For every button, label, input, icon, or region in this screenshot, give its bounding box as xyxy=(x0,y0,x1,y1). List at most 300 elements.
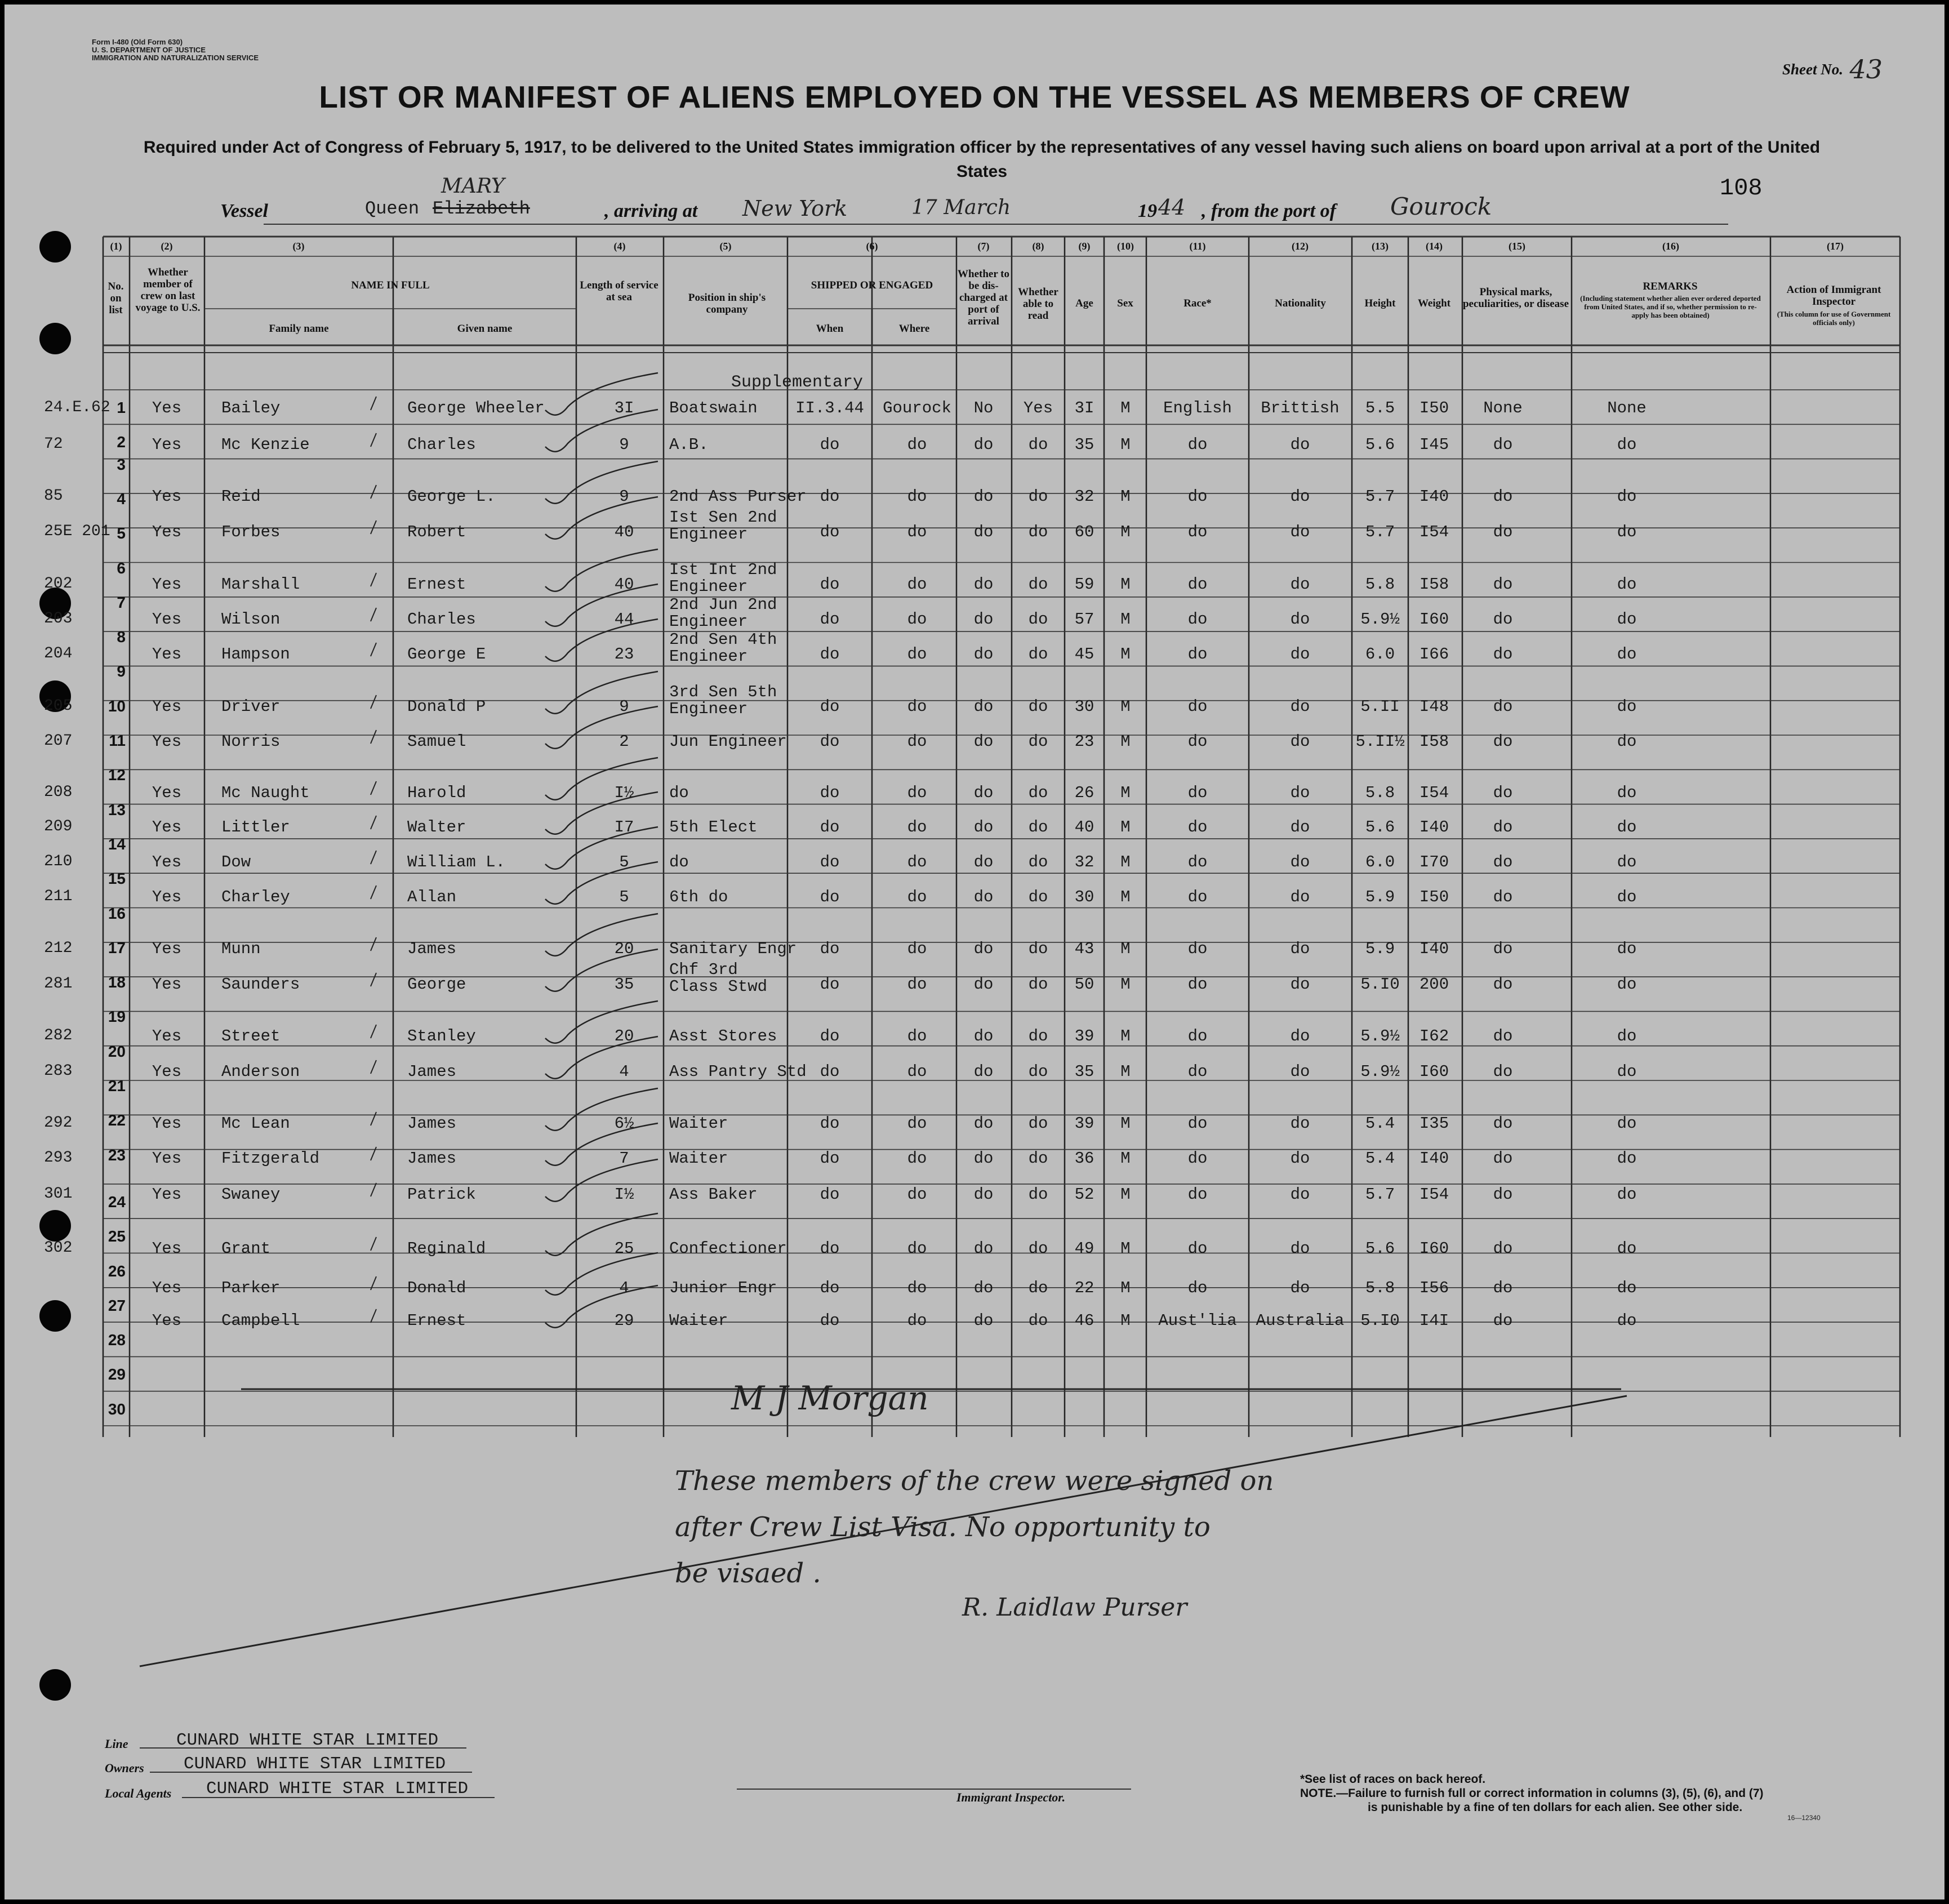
remarks: do xyxy=(1617,575,1637,594)
check-mark xyxy=(371,730,376,744)
race: do xyxy=(1187,1114,1208,1133)
shipped-where: do xyxy=(907,784,927,802)
remarks: do xyxy=(1617,645,1637,664)
column-number: (10) xyxy=(1117,241,1134,252)
family-name: Fitzgerald xyxy=(221,1149,320,1168)
ship-position: Waiter xyxy=(669,1311,728,1330)
nationality: do xyxy=(1290,975,1310,994)
member-last-voyage: Yes xyxy=(152,1239,182,1258)
sex: M xyxy=(1120,1311,1131,1330)
weight: I60 xyxy=(1419,1062,1449,1081)
given-name: James xyxy=(407,940,457,958)
ship-position: Ass Pantry Std xyxy=(669,1062,807,1081)
shipped-when: II.3.44 xyxy=(795,399,864,417)
column-number: (12) xyxy=(1292,241,1309,252)
sex: M xyxy=(1120,732,1131,751)
given-name: George E xyxy=(407,645,486,664)
family-name: Charley xyxy=(221,888,290,906)
age: 23 xyxy=(1074,732,1094,751)
age: 45 xyxy=(1074,645,1094,664)
given-name: Charles xyxy=(407,610,476,629)
row-reference: 207 xyxy=(44,732,73,750)
member-last-voyage: Yes xyxy=(152,1114,182,1133)
member-last-voyage: Yes xyxy=(152,888,182,906)
height: 5.9 xyxy=(1365,940,1395,958)
given-name: Charles xyxy=(407,435,476,454)
ship-position: Ist Sen 2nd xyxy=(669,508,777,527)
service-length: 3I xyxy=(614,399,634,417)
nationality: do xyxy=(1290,732,1310,751)
nationality: Brittish xyxy=(1261,399,1340,417)
member-last-voyage: Yes xyxy=(152,1279,182,1297)
shipped-when: do xyxy=(820,1027,840,1046)
sheet-number: 43 xyxy=(1849,54,1883,84)
ship-position: Engineer xyxy=(669,647,748,666)
discharged: do xyxy=(973,610,994,629)
able-to-read: do xyxy=(1028,487,1048,506)
footnote xyxy=(1300,1772,1764,1814)
nationality: do xyxy=(1290,1114,1310,1133)
able-to-read: do xyxy=(1028,732,1048,751)
shipped-where: do xyxy=(907,1114,927,1133)
service-length: 4 xyxy=(619,1062,629,1081)
race: do xyxy=(1187,575,1208,594)
service-length: 35 xyxy=(614,975,634,994)
able-to-read: do xyxy=(1028,1311,1048,1330)
age: 26 xyxy=(1074,784,1094,802)
discharged: do xyxy=(973,784,994,802)
race: do xyxy=(1187,853,1208,871)
ship-position: Asst Stores xyxy=(669,1027,777,1046)
check-mark xyxy=(371,1060,376,1074)
given-name: Allan xyxy=(407,888,457,906)
arrival-year: 44 xyxy=(1158,195,1186,220)
family-name: Norris xyxy=(221,732,281,751)
column-number: (9) xyxy=(1078,241,1091,252)
line-label: Line xyxy=(105,1737,128,1751)
handwritten-note xyxy=(675,1458,1274,1596)
given-name: James xyxy=(407,1149,457,1168)
discharged: do xyxy=(973,1185,994,1204)
row-number: 30 xyxy=(108,1400,126,1418)
member-last-voyage: Yes xyxy=(152,818,182,837)
sex: M xyxy=(1120,575,1131,594)
able-to-read: do xyxy=(1028,645,1048,664)
age: 50 xyxy=(1074,975,1094,994)
weight: I70 xyxy=(1419,853,1449,871)
ship-position: Chf 3rd xyxy=(669,960,738,979)
family-name: Anderson xyxy=(221,1062,300,1081)
weight: I62 xyxy=(1419,1027,1449,1046)
given-name: Robert xyxy=(407,523,466,541)
given-name: Donald xyxy=(407,1279,466,1297)
header-race: Race* xyxy=(1183,297,1212,309)
height: 5.4 xyxy=(1365,1149,1395,1168)
member-last-voyage: Yes xyxy=(152,435,182,454)
header-member: Whether member of crew on last voyage to U.S. xyxy=(135,266,201,314)
ship-position: Ist Int 2nd xyxy=(669,560,777,579)
check-mark xyxy=(371,608,376,621)
discharged: do xyxy=(973,732,994,751)
ship-position: 2nd Sen 4th xyxy=(669,630,777,649)
agents-label: Local Agents xyxy=(105,1786,172,1800)
remarks: do xyxy=(1617,975,1637,994)
family-name: Saunders xyxy=(221,975,300,994)
member-last-voyage: Yes xyxy=(152,784,182,802)
sex: M xyxy=(1120,1027,1131,1046)
shipped-when: do xyxy=(820,853,840,871)
member-last-voyage: Yes xyxy=(152,575,182,594)
note-line: These members of the crew were signed on xyxy=(675,1465,1274,1497)
race: do xyxy=(1187,940,1208,958)
remarks: do xyxy=(1617,1027,1637,1046)
weight: I56 xyxy=(1419,1279,1449,1297)
sex: M xyxy=(1120,940,1131,958)
physical-marks: do xyxy=(1493,435,1513,454)
ship-position: Boatswain xyxy=(669,399,758,417)
arrival-date: 17 March xyxy=(911,196,1011,219)
column-number: (17) xyxy=(1827,241,1844,252)
service-length: 20 xyxy=(614,1027,634,1046)
shipped-where: do xyxy=(907,1185,927,1204)
column-number: (4) xyxy=(613,241,626,252)
row-number: 1 xyxy=(117,399,126,416)
row-number: 6 xyxy=(117,559,126,577)
sex: M xyxy=(1120,523,1131,541)
service-length: 5 xyxy=(619,853,629,871)
service-length: 20 xyxy=(614,940,634,958)
row-reference: 283 xyxy=(44,1062,73,1080)
remarks: do xyxy=(1617,888,1637,906)
nationality: do xyxy=(1290,853,1310,871)
remarks: do xyxy=(1617,697,1637,716)
row-number: 4 xyxy=(117,490,126,508)
signature-purser: R. Laidlaw Purser xyxy=(962,1593,1187,1622)
race: do xyxy=(1187,732,1208,751)
inspector-label: Immigrant Inspector. xyxy=(956,1790,1066,1804)
physical-marks: None xyxy=(1483,399,1523,417)
member-last-voyage: Yes xyxy=(152,487,182,506)
ship-position: Junior Engr xyxy=(669,1279,777,1297)
shipped-when: do xyxy=(820,1279,840,1297)
row-number: 20 xyxy=(108,1042,126,1060)
ship-position: Engineer xyxy=(669,700,748,718)
sex: M xyxy=(1120,487,1131,506)
physical-marks: do xyxy=(1493,1062,1513,1081)
service-length: 9 xyxy=(619,435,629,454)
sex: M xyxy=(1120,784,1131,802)
row-number: 21 xyxy=(108,1077,126,1095)
weight: I54 xyxy=(1419,784,1449,802)
able-to-read: do xyxy=(1028,784,1048,802)
shipped-when: do xyxy=(820,435,840,454)
weight: I4I xyxy=(1419,1311,1449,1330)
physical-marks: do xyxy=(1493,523,1513,541)
race: do xyxy=(1187,1062,1208,1081)
nationality: do xyxy=(1290,888,1310,906)
age: 59 xyxy=(1074,575,1094,594)
shipped-where: do xyxy=(907,1149,927,1168)
member-last-voyage: Yes xyxy=(152,523,182,541)
discharged: do xyxy=(973,975,994,994)
ship-position: Sanitary Engr xyxy=(669,940,797,958)
sex: M xyxy=(1120,975,1131,994)
remarks: do xyxy=(1617,487,1637,506)
shipped-where: do xyxy=(907,575,927,594)
arrival-port: New York xyxy=(742,196,848,221)
member-last-voyage: Yes xyxy=(152,1062,182,1081)
race: English xyxy=(1163,399,1232,417)
physical-marks: do xyxy=(1493,610,1513,629)
able-to-read: do xyxy=(1028,1279,1048,1297)
discharged: do xyxy=(973,575,994,594)
height: 5.9½ xyxy=(1360,610,1400,629)
vessel-name-handwritten: MARY xyxy=(441,175,505,198)
row-reference: 203 xyxy=(44,610,73,628)
service-length: 9 xyxy=(619,487,629,506)
service-length: 23 xyxy=(614,645,634,664)
age: 49 xyxy=(1074,1239,1094,1258)
row-reference: 72 xyxy=(44,435,63,453)
physical-marks: do xyxy=(1493,1114,1513,1133)
service-length: 4 xyxy=(619,1279,629,1297)
nationality: do xyxy=(1290,1279,1310,1297)
weight: I58 xyxy=(1419,575,1449,594)
shipped-where: do xyxy=(907,853,927,871)
ship-position: A.B. xyxy=(669,435,709,454)
service-length: 7 xyxy=(619,1149,629,1168)
row-reference: 292 xyxy=(44,1114,73,1132)
shipped-when: do xyxy=(820,575,840,594)
height: 5.II xyxy=(1360,697,1400,716)
header-nationality: Nationality xyxy=(1275,297,1326,309)
header-remarks: REMARKS xyxy=(1643,281,1698,292)
sex: M xyxy=(1120,399,1131,417)
row-reference: 24.E.62 xyxy=(44,399,110,416)
check-mark xyxy=(371,781,376,795)
weight: I48 xyxy=(1419,697,1449,716)
member-last-voyage: Yes xyxy=(152,1311,182,1330)
discharged: do xyxy=(973,1114,994,1133)
footnote-penalty-cont: is punishable by a fine of ten dollars for each alien. See other side. xyxy=(1368,1801,1743,1814)
weight: I58 xyxy=(1419,732,1449,751)
shipped-when: do xyxy=(820,1114,840,1133)
row-reference: 210 xyxy=(44,853,73,870)
family-name: Grant xyxy=(221,1239,271,1258)
service-length: 44 xyxy=(614,610,634,629)
sex: M xyxy=(1120,697,1131,716)
family-name: Campbell xyxy=(221,1311,300,1330)
check-mark xyxy=(371,1183,376,1196)
ship-position: 5th Elect xyxy=(669,818,758,837)
note-line: after Crew List Visa. No opportunity to xyxy=(675,1511,1211,1543)
header-weight: Weight xyxy=(1417,297,1451,309)
shipped-where: do xyxy=(907,1311,927,1330)
header-name: NAME IN FULL xyxy=(351,279,430,291)
footnote-races: *See list of races on back hereof. xyxy=(1300,1773,1486,1786)
service: IMMIGRATION AND NATURALIZATION SERVICE xyxy=(92,54,259,62)
given-name: Samuel xyxy=(407,732,466,751)
shipped-when: do xyxy=(820,645,840,664)
header-age: Age xyxy=(1075,297,1093,309)
height: 5.I0 xyxy=(1360,1311,1400,1330)
row-reference: 282 xyxy=(44,1027,73,1044)
discharged: do xyxy=(973,697,994,716)
shipped-where: do xyxy=(907,975,927,994)
remarks: do xyxy=(1617,610,1637,629)
nationality: do xyxy=(1290,610,1310,629)
nationality: do xyxy=(1290,1185,1310,1204)
nationality: do xyxy=(1290,645,1310,664)
nationality: do xyxy=(1290,818,1310,837)
shipped-when: do xyxy=(820,610,840,629)
race: do xyxy=(1187,975,1208,994)
shipped-when: do xyxy=(820,487,840,506)
discharged: do xyxy=(973,1027,994,1046)
from-port-label: , from the port of xyxy=(1202,201,1336,221)
row-number: 19 xyxy=(108,1008,126,1026)
given-name: William L. xyxy=(407,853,506,871)
able-to-read: do xyxy=(1028,1149,1048,1168)
check-mark xyxy=(371,433,376,447)
able-to-read: do xyxy=(1028,435,1048,454)
race: do xyxy=(1187,1027,1208,1046)
service-length: I7 xyxy=(614,818,634,837)
physical-marks: do xyxy=(1493,487,1513,506)
column-number: (2) xyxy=(161,241,173,252)
weight: I60 xyxy=(1419,1239,1449,1258)
given-name: George Wheeler xyxy=(407,399,545,417)
row-number: 7 xyxy=(117,593,126,611)
member-last-voyage: Yes xyxy=(152,697,182,716)
physical-marks: do xyxy=(1493,1311,1513,1330)
ship-position: 2nd Jun 2nd xyxy=(669,595,777,614)
remarks: None xyxy=(1607,399,1647,417)
discharged: do xyxy=(973,523,994,541)
member-last-voyage: Yes xyxy=(152,940,182,958)
height: 5.7 xyxy=(1365,1185,1395,1204)
service-length: I½ xyxy=(614,784,634,802)
race: do xyxy=(1187,888,1208,906)
physical-marks: do xyxy=(1493,1239,1513,1258)
document-subtitle: Required under Act of Congress of February 5, 1917, to be delivered to the United States immigration officer by the representatives of any vessel having such aliens on board upon arrival at a port of the United States xyxy=(143,138,1821,181)
row-number: 29 xyxy=(108,1365,126,1383)
row-number: 18 xyxy=(108,973,126,991)
family-name: Bailey xyxy=(221,399,281,417)
remarks: do xyxy=(1617,1239,1637,1258)
age: 43 xyxy=(1074,940,1094,958)
weight: I66 xyxy=(1419,645,1449,664)
height: 5.8 xyxy=(1365,575,1395,594)
column-number: (11) xyxy=(1189,241,1206,252)
shipped-where: Gourock xyxy=(883,399,951,417)
header-discharged: Whether to be dis-charged at port of arrival xyxy=(958,268,1009,327)
able-to-read: do xyxy=(1028,575,1048,594)
footnote-penalty: NOTE.—Failure to furnish full or correct information in columns (3), (5), (6), and (7) xyxy=(1300,1787,1764,1800)
column-number: (3) xyxy=(292,241,305,252)
check-mark xyxy=(371,643,376,656)
nationality: do xyxy=(1290,575,1310,594)
height: 5.I0 xyxy=(1360,975,1400,994)
ship-position: Waiter xyxy=(669,1149,728,1168)
ship-position: Confectioner xyxy=(669,1239,787,1258)
remarks: do xyxy=(1617,940,1637,958)
weight: 200 xyxy=(1419,975,1449,994)
row-reference: 209 xyxy=(44,818,73,835)
age: 32 xyxy=(1074,487,1094,506)
row-number: 15 xyxy=(108,870,126,888)
row-reference: 208 xyxy=(44,784,73,801)
header-action-note: (This column for use of Government officials only) xyxy=(1777,310,1891,327)
discharged: do xyxy=(973,1239,994,1258)
arriving-label: , arriving at xyxy=(604,201,698,221)
header-shipped: SHIPPED OR ENGAGED xyxy=(811,279,933,291)
manifest-sheet xyxy=(5,5,1944,1899)
sex: M xyxy=(1120,1062,1131,1081)
check-mark xyxy=(371,973,376,986)
physical-marks: do xyxy=(1493,1185,1513,1204)
row-reference: 204 xyxy=(44,645,73,662)
sex: M xyxy=(1120,610,1131,629)
discharged: No xyxy=(973,399,994,417)
column-number: (7) xyxy=(977,241,990,252)
line-value: CUNARD WHITE STAR LIMITED xyxy=(176,1730,439,1750)
member-last-voyage: Yes xyxy=(152,1185,182,1204)
shipped-where: do xyxy=(907,940,927,958)
nationality: do xyxy=(1290,487,1310,506)
check-mark xyxy=(371,1237,376,1251)
discharged: do xyxy=(973,818,994,837)
able-to-read: do xyxy=(1028,1027,1048,1046)
shipped-when: do xyxy=(820,888,840,906)
weight: I54 xyxy=(1419,1185,1449,1204)
row-reference: 302 xyxy=(44,1239,73,1257)
sex: M xyxy=(1120,1114,1131,1133)
check-mark xyxy=(371,1025,376,1038)
check-mark xyxy=(371,521,376,534)
physical-marks: do xyxy=(1493,697,1513,716)
physical-marks: do xyxy=(1493,853,1513,871)
height: 5.7 xyxy=(1365,487,1395,506)
family-name: Mc Lean xyxy=(221,1114,290,1133)
ship-position: Engineer xyxy=(669,612,748,631)
discharged: do xyxy=(973,1062,994,1081)
weight: I35 xyxy=(1419,1114,1449,1133)
remarks: do xyxy=(1617,1149,1637,1168)
physical-marks: do xyxy=(1493,975,1513,994)
discharged: do xyxy=(973,435,994,454)
header-read: Whether able to read xyxy=(1018,286,1058,322)
member-last-voyage: Yes xyxy=(152,610,182,629)
shipped-when: do xyxy=(820,975,840,994)
discharged: do xyxy=(973,645,994,664)
header-given: Given name xyxy=(457,323,513,335)
sex: M xyxy=(1120,853,1131,871)
shipped-when: do xyxy=(820,732,840,751)
signature-inspector: M J Morgan xyxy=(731,1379,929,1417)
check-mark xyxy=(371,1112,376,1126)
stamp-number: 108 xyxy=(1720,175,1763,202)
ship-position: Class Stwd xyxy=(669,977,768,996)
height: 5.9½ xyxy=(1360,1062,1400,1081)
discharged: do xyxy=(973,1279,994,1297)
remarks: do xyxy=(1617,523,1637,541)
remarks: do xyxy=(1617,732,1637,751)
given-name: Stanley xyxy=(407,1027,476,1046)
row-number: 13 xyxy=(108,800,126,818)
height: 5.7 xyxy=(1365,523,1395,541)
shipped-when: do xyxy=(820,940,840,958)
